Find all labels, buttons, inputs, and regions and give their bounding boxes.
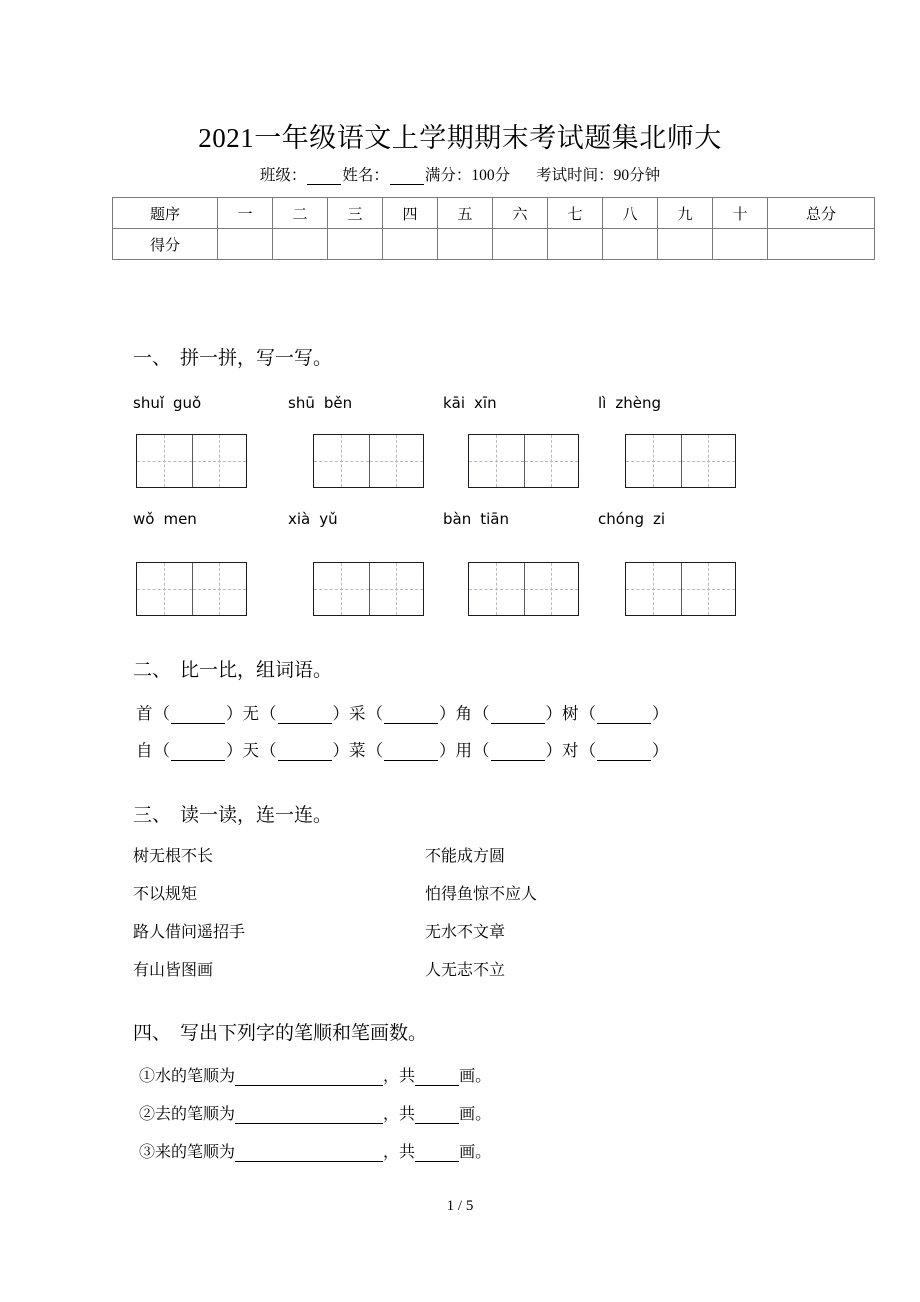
pinyin-group-2-3 [443,510,598,528]
item-suffix-text: 画。 [459,1144,492,1161]
item-prefix-text: 的笔顺为 [171,1144,236,1161]
tianzige-grid[interactable] [136,562,247,616]
stroke-count-blank[interactable] [415,1147,459,1162]
stroke-order-row-3 [139,1139,491,1162]
prompt-character: 去 [155,1106,172,1123]
answer-blank[interactable] [278,746,332,761]
column-header-7: 七 [548,198,603,229]
tianzige-cell[interactable] [524,435,579,487]
pinyin-group-2-2 [288,510,443,528]
answer-blank[interactable] [171,709,225,724]
word-build-item: 菜（ ） [349,741,456,760]
pinyin-syllable: chóng [598,510,644,528]
pinyin-row-1 [133,394,833,416]
item-mid-text: ，共 [383,1144,416,1161]
stroke-order-blank[interactable] [235,1071,383,1086]
pinyin-syllable: xià [288,510,311,528]
score-cell-9[interactable] [658,229,713,260]
stroke-count-blank[interactable] [415,1071,459,1086]
pinyin-syllable: wǒ [133,510,155,528]
column-header-5: 五 [438,198,493,229]
match-row [0,881,920,906]
tianzige-cell[interactable] [192,435,247,487]
row-label-score: 得分 [113,229,218,260]
row-label-question-order: 题序 [113,198,218,229]
pinyin-syllable: běn [323,394,353,412]
section-title-3: 读一读，连一连。 [180,805,333,826]
score-cell-2[interactable] [273,229,328,260]
item-index: ② [139,1106,156,1123]
stroke-order-row-1 [139,1063,491,1086]
name-blank[interactable] [390,171,424,185]
tianzige-cell[interactable] [681,563,736,615]
name-label: 姓名： [342,167,389,184]
match-left-item[interactable]: 不以规矩 [133,886,198,903]
pinyin-syllable: shuǐ [133,394,164,412]
pinyin-syllable: guǒ [173,394,202,412]
section-heading-4 [133,1018,427,1045]
tianzige-grid[interactable] [313,562,424,616]
match-row [0,919,920,944]
prompt-character: 来 [155,1144,172,1161]
tianzige-cell[interactable] [137,563,192,615]
word-build-item: 用（ ） [455,741,562,760]
section-heading-1 [133,343,332,370]
tianzige-cell[interactable] [524,563,579,615]
section-number-4: 四、 [133,1023,172,1044]
answer-blank[interactable] [384,709,438,724]
answer-blank[interactable] [491,709,545,724]
score-cell-total[interactable] [768,229,875,260]
item-suffix-text: 画。 [459,1068,492,1085]
match-right-item[interactable]: 怕得鱼惊不应人 [425,886,538,903]
pinyin-group-1-1 [133,394,288,412]
word-build-item: 采（ ） [349,704,456,723]
section-title-2: 比一比，组词语。 [180,660,333,681]
character-grid-row-2 [133,562,833,617]
page-title: 2021一年级语文上学期期末考试题集北师大 [198,123,722,153]
exam-info-line [0,163,920,185]
word-build-item: 无（ ） [242,704,349,723]
pinyin-syllable: lì [598,394,607,412]
match-right-item[interactable]: 无水不文章 [425,924,506,941]
section-title-4: 写出下列字的笔顺和笔画数。 [180,1023,428,1044]
answer-blank[interactable] [171,746,225,761]
item-mid-text: ，共 [383,1106,416,1123]
word-build-item: 首（ ） [136,704,243,723]
section-number-3: 三、 [133,805,172,826]
word-build-row-1 [136,700,669,724]
stroke-order-row-2 [139,1101,491,1124]
character-grid-row-1 [133,434,833,489]
prompt-character: 无 [242,704,259,723]
match-row [0,843,920,868]
score-cell-3[interactable] [328,229,383,260]
pinyin-syllable: bàn [443,510,472,528]
item-mid-text: ，共 [383,1068,416,1085]
exam-time-label: 考试时间： [536,167,614,184]
word-build-item: 对（ ） [562,741,669,760]
pinyin-syllable: kāi [443,394,466,412]
section-heading-3 [133,800,332,827]
class-label: 班级： [259,167,307,184]
pinyin-group-1-4 [598,394,753,412]
tianzige-grid[interactable] [468,562,579,616]
stroke-order-blank[interactable] [235,1109,383,1124]
column-header-9: 九 [658,198,713,229]
tianzige-cell[interactable] [626,563,681,615]
section-number-1: 一、 [133,348,172,369]
column-header-4: 四 [383,198,438,229]
prompt-character: 采 [349,704,366,723]
tianzige-grid[interactable] [625,434,736,488]
section-number-2: 二、 [133,660,172,681]
full-score-value: 100分 [471,167,511,184]
pinyin-syllable: tiān [480,510,509,528]
tianzige-cell[interactable] [469,563,524,615]
page-number: 1 / 5 [446,1198,474,1214]
prompt-character: 自 [136,741,153,760]
item-suffix-text: 画。 [459,1106,492,1123]
answer-blank[interactable] [491,746,545,761]
pinyin-syllable: shū [288,394,315,412]
score-cell-8[interactable] [603,229,658,260]
word-build-item: 角（ ） [455,704,562,723]
table-row-header [113,198,875,229]
prompt-character: 天 [242,741,259,760]
score-cell-5[interactable] [438,229,493,260]
answer-blank[interactable] [597,709,651,724]
section-heading-2 [133,655,332,682]
exam-time-value: 90分钟 [613,167,661,184]
prompt-character: 对 [562,741,579,760]
tianzige-cell[interactable] [681,435,736,487]
tianzige-grid[interactable] [468,434,579,488]
prompt-character: 角 [455,704,472,723]
item-index: ① [139,1068,156,1085]
pinyin-group-2-1 [133,510,288,528]
tianzige-grid[interactable] [313,434,424,488]
tianzige-cell[interactable] [369,563,424,615]
pinyin-group-1-3 [443,394,598,412]
stroke-count-blank[interactable] [415,1109,459,1124]
table-row-scores [113,229,875,260]
column-header-3: 三 [328,198,383,229]
pinyin-syllable: zi [652,510,666,528]
match-left-item[interactable]: 树无根不长 [133,848,214,865]
pinyin-syllable: xīn [474,394,497,412]
match-right-item[interactable]: 不能成方圆 [425,848,506,865]
answer-blank[interactable] [278,709,332,724]
tianzige-cell[interactable] [314,563,369,615]
tianzige-cell[interactable] [137,435,192,487]
prompt-character: 树 [562,704,579,723]
word-build-item: 自（ ） [136,741,243,760]
score-cell-7[interactable] [548,229,603,260]
item-prefix-text: 的笔顺为 [171,1106,236,1123]
tianzige-grid[interactable] [625,562,736,616]
word-build-item: 天（ ） [242,741,349,760]
match-left-item[interactable]: 路人借问遥招手 [133,924,246,941]
match-left-item[interactable]: 有山皆图画 [133,962,214,979]
pinyin-group-2-4 [598,510,753,528]
prompt-character: 用 [455,741,472,760]
tianzige-cell[interactable] [192,563,247,615]
pinyin-row-2 [133,510,833,532]
prompt-character: 首 [136,704,153,723]
tianzige-cell[interactable] [469,435,524,487]
pinyin-syllable: zhèng [615,394,661,412]
tianzige-grid[interactable] [136,434,247,488]
stroke-order-blank[interactable] [235,1147,383,1162]
score-cell-1[interactable] [218,229,273,260]
column-header-10: 十 [713,198,768,229]
answer-blank[interactable] [597,746,651,761]
match-right-item[interactable]: 人无志不立 [425,962,506,979]
pinyin-syllable: men [163,510,197,528]
match-row [0,957,920,982]
column-header-1: 一 [218,198,273,229]
pinyin-syllable: yǔ [319,510,338,528]
score-cell-6[interactable] [493,229,548,260]
column-header-8: 八 [603,198,658,229]
tianzige-cell[interactable] [369,435,424,487]
column-header-2: 二 [273,198,328,229]
word-build-item: 树（ ） [562,704,669,723]
prompt-character: 菜 [349,741,366,760]
item-prefix-text: 的笔顺为 [171,1068,236,1085]
tianzige-cell[interactable] [314,435,369,487]
pinyin-group-1-2 [288,394,443,412]
full-score-label: 满分： [424,167,472,184]
score-cell-10[interactable] [713,229,768,260]
score-table [112,197,875,260]
item-index: ③ [139,1144,156,1161]
tianzige-cell[interactable] [626,435,681,487]
score-cell-4[interactable] [383,229,438,260]
section-title-1: 拼一拼，写一写。 [180,348,333,369]
answer-blank[interactable] [384,746,438,761]
column-header-6: 六 [493,198,548,229]
word-build-row-2 [136,737,669,761]
class-blank[interactable] [307,171,341,185]
column-header-total: 总分 [768,198,875,229]
prompt-character: 水 [155,1068,172,1085]
